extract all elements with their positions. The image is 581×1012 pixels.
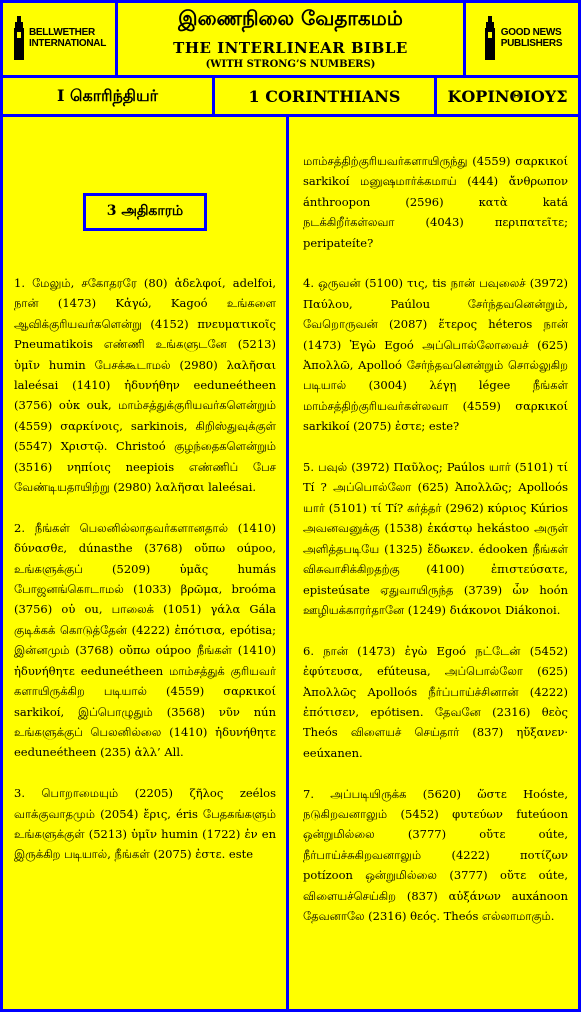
verse-7: 7. அப்படியிருக்க (5620) ὥστε Hoóste, நடுகிறவனாலும் (5452) φυτεύων futeúoon ஒன்றுமில்லை (3777) οὔτε oúte, நீர்பாய்ச்சுகிறவனாலும் (4222) ποτίζων potízoon ஒன்றுமில்லை (3777) οὔτε oúte, விளையச்செய்கிற (837) αὐξάνων auxánoon தேவனாலே (2316) θεός. Theós எல்லாமாகும். — [303, 786, 568, 923]
book-title-row — [0, 78, 581, 117]
left-logo-line2: INTERNATIONAL — [28, 37, 107, 49]
verse-3-continued: மாம்சத்திற்குரியவர்களாயிருந்து (4559) σαρκικοί sarkikoí மனுஷமார்க்கமாய் (444) ἄνθρωπον ánthroopon (2596) κατὰ katá நடக்கிறீர்கள்லவா (4043) περιπατεῖτε; peripateíte? — [303, 154, 568, 250]
book-title-english: 1 CORINTHIANS — [215, 78, 437, 114]
left-column — [3, 117, 289, 1009]
right-verses — [303, 151, 568, 926]
chapter-label: 3 அதிகாரம் — [83, 193, 207, 231]
header — [0, 0, 581, 78]
right-logo-line2: PUBLISHERS — [500, 37, 563, 49]
tower-icon — [12, 16, 26, 60]
verse-6: 6. நான் (1473) ἐγὼ Egoó நட்டேன் (5452) ἐφύτευσα, efúteusa, அப்பொல்லோ (625) Ἀπολλῶς Apolloós நீர்ப்பாய்ச்சினான் (4222) ἐπότισεν, epótisen. தேவனே (2316) θεὸς Theós விளையச் செய்தார் (837) ηὔξανεν· eeúxanen. — [303, 643, 568, 760]
left-logo-line1: BELLWETHER — [28, 26, 95, 38]
right-column — [292, 117, 578, 1009]
title-tamil: இணைநிலை வேதாகமம் — [178, 6, 403, 30]
book-title-greek: ΚΟΡΙΝΘΙΟΥΣ — [447, 86, 568, 106]
verse-2: 2. நீங்கள் பெலனில்லாதவர்களானதால் (1410) δύνασθε, dúnasthe (3768) οὔπω oúpoo, உங்களுக்குப் (5209) ὑμᾶς humás போஜனங்கொடாமல் (1033) βρῶμα, broóma (3756) οὐ ou, பாலைக் (1051) γάλα Gála குடிக்கக் கொடுத்தேன் (4222) ἐπότισα, epótisa; இன்னமும் (3768) οὔπω oúpoo நீங்கள் (1410) ἠδυνήθητε eeduneétheen மாம்சத்துக் குரியவர் களாயிருக்கிற படியால் (4559) σαρκικοί sarkikoí, இப்பொழுதும் (3568) νῦν nún உங்களுக்குப் பெலனில்லை (1410) ἠδυνήθητε eeduneétheen (235) ἀλλ’ All. — [14, 520, 276, 760]
verse-4: 4. ஒருவன் (5100) τις, tis நான் பவுலைச் (3972) Παύλου, Paúlou சேர்ந்தவனென்றும், வேறொருவன் (2087) ἕτερος héteros நான் (1473) Ἐγὼ Egoó அப்பொல்லோவைச் (625) Ἀπολλῶ, Apolloó சேர்ந்தவனென்றும் சொல்லுகிற படியால் (3004) λέγῃ légee நீங்கள் மாம்சத்திற்குரியவர்கள்லவா (4559) σαρκικοί sarkikoí (2075) ἐστε; este? — [303, 276, 568, 434]
title-english: THE INTERLINEAR BIBLE — [173, 39, 408, 57]
left-verses — [14, 273, 276, 865]
good-news-logo — [463, 0, 578, 75]
verse-1: 1. மேலும், சகோதரரே (80) ἀδελφοί, adelfoi, நான் (1473) Κἀγώ, Kagoó உங்களை ஆவிக்குரியவர்களென்று (4152) πνευματικοῖς Pneumatikois எண்ணி உங்களுடனே (5213) ὑμῖν humin பேசக்கூடாமல் (2980) λαλῆσαι laleésai (1410) ἠδυνήθην eeduneétheen (3756) οὐκ ouk, மாம்சத்துக்குரியவர்களென்றும் (4559) σαρκίνοις, sarkinois, கிறிஸ்துவுக்குள் (5547) Χριστῷ. Christoó குழந்தைகளென்றும் (3516) νηπίοις neepiois எண்ணிப் பேச வேண்டியதாயிற்று (2980) λαλῆσαι laleésai. — [14, 276, 276, 495]
book-title-tamil: I கொரிந்தியர் — [3, 78, 215, 114]
verse-3-start: 3. பொறாமையும் (2205) ζῆλος zeélos வாக்குவாதமும் (2054) ἔρις, éris பேதகங்களும் உங்களுக்குள் (5213) ὑμῖν humin (1722) ἐν en இருக்கிற படியால், நீங்கள் (2075) ἐστε. este — [14, 786, 276, 862]
verse-5: 5. பவுல் (3972) Παῦλος; Paúlos யார் (5101) τί Tí ? அப்பொல்லோ (625) Ἀπολλῶς; Apolloós யார் (5101) τί Tí? கர்த்தர் (2962) κύριος Kúrios அவனவனுக்கு (1538) ἑκάστῳ hekástoo அருள் அளித்தபடியே (1325) ἔδωκεν. édooken நீங்கள் விசுவாசிக்கிறதற்கு (4100) ἐπιστεύσατε, episteúsate ஏதுவாயிருந்த (3739) ὧν hoón ஊழியக்காரர்தானே (1249) διάκονοι Diákonoi. — [303, 460, 568, 617]
bellwether-logo — [3, 0, 118, 75]
right-logo-line1: GOOD NEWS — [500, 26, 562, 38]
tower-icon — [482, 16, 498, 60]
title-block — [118, 0, 463, 75]
title-subtitle: (WITH STRONG’S NUMBERS) — [205, 59, 376, 70]
